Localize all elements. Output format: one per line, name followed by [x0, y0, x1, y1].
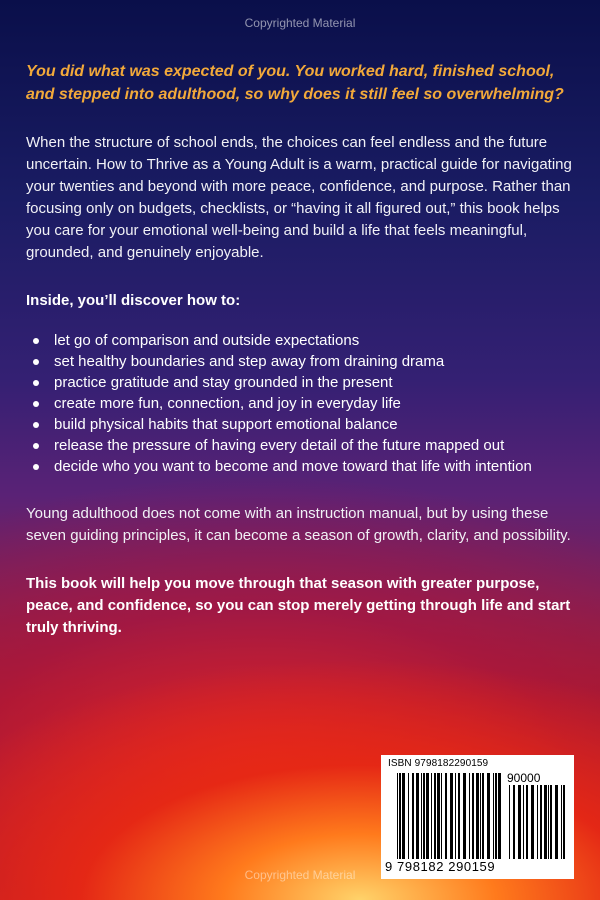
barcode-bar: [463, 773, 466, 859]
barcode-bar: [434, 773, 436, 859]
barcode-bar: [537, 785, 538, 859]
barcode-bar: [412, 773, 414, 859]
barcode-bar: [487, 773, 490, 859]
barcode-bar: [445, 773, 447, 859]
barcode-bar: [408, 773, 409, 859]
barcode-bar: [540, 785, 542, 859]
watermark-top: Copyrighted Material: [244, 16, 356, 30]
barcode-bar: [455, 773, 456, 859]
description-paragraph: When the structure of school ends, the choices can feel endless and the future uncertain. How to Thrive as a Young Adult is a warm, practical guide for navigating your twenties and beyond with more peace, confidence, and purpose. Rather than focusing only on budgets, checklists, or “having it all figured out,” this book helps you care for your emotional well-being and build a life that feels meaningful, grounded, and genuinely enjoyable.: [26, 134, 572, 261]
bullet-item: release the pressure of having every detail of the future mapped out: [54, 435, 574, 456]
barcode-bar: [561, 785, 562, 859]
barcode-bar: [426, 773, 429, 859]
barcode-bar: [397, 773, 398, 859]
back-cover-text: [26, 60, 574, 639]
watermark-bottom: Copyrighted Material: [244, 868, 356, 882]
barcode-bar: [423, 773, 425, 859]
isbn-label: ISBN 9798182290159: [388, 758, 489, 769]
bullet-item: build physical habits that support emotional balance: [54, 414, 574, 435]
inside-heading: Inside, you’ll discover how to:: [26, 292, 241, 309]
ean-digits: 9 798182 290159: [385, 859, 496, 874]
barcode-bar: [495, 773, 497, 859]
barcode-bar: [555, 785, 558, 859]
barcode-bar: [550, 785, 552, 859]
barcode-bar: [482, 773, 484, 859]
barcode-bar: [509, 785, 510, 859]
barcode-bar: [402, 773, 405, 859]
bullet-list: [26, 330, 574, 477]
barcode-bar: [450, 773, 453, 859]
barcode-bar: [472, 773, 474, 859]
manual-paragraph: Young adulthood does not come with an instruction manual, but by using these seven guiding principles, it can become a season of growth, clarity, and possibility.: [26, 505, 571, 544]
barcode-bar: [437, 773, 440, 859]
barcode-bar: [513, 785, 515, 859]
barcode-bar: [399, 773, 401, 859]
barcode-bar: [416, 773, 419, 859]
barcode-bar: [421, 773, 422, 859]
bullet-item: decide who you want to become and move toward that life with intention: [54, 456, 574, 477]
barcode-bar: [480, 773, 481, 859]
barcode-bar: [518, 785, 521, 859]
bullet-item: set healthy boundaries and step away from draining drama: [54, 351, 574, 372]
barcode-bar: [526, 785, 528, 859]
barcode-bar: [531, 785, 534, 859]
closing-paragraph: This book will help you move through that season with greater purpose, peace, and confidence, so you can stop merely getting through life and start truly thriving.: [26, 575, 571, 636]
isbn-barcode: [381, 755, 574, 879]
bullet-item: create more fun, connection, and joy in everyday life: [54, 393, 574, 414]
barcode-bar: [563, 785, 565, 859]
barcode-bar: [476, 773, 479, 859]
barcode-bar: [523, 785, 524, 859]
barcode-bar: [469, 773, 470, 859]
barcode-bar: [544, 785, 547, 859]
bullet-item: practice gratitude and stay grounded in the present: [54, 372, 574, 393]
barcode-bar: [458, 773, 460, 859]
barcode-bar: [441, 773, 442, 859]
barcode-bar: [431, 773, 432, 859]
intro-question: You did what was expected of you. You worked hard, finished school, and stepped into adulthood, so why does it still feel so overwhelming?: [26, 63, 564, 103]
price-code: 90000: [507, 771, 541, 785]
barcode-bar: [493, 773, 494, 859]
barcode-bar: [548, 785, 549, 859]
bullet-item: let go of comparison and outside expectations: [54, 330, 574, 351]
barcode-bar: [498, 773, 501, 859]
